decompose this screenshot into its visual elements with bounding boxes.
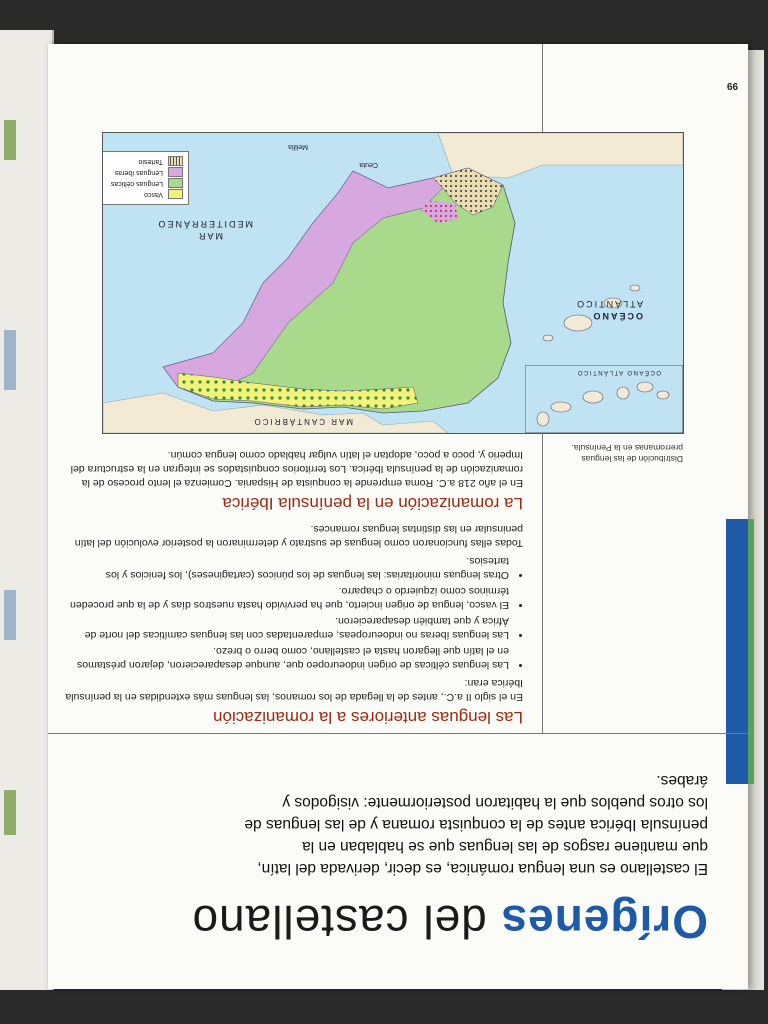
island [583, 391, 603, 403]
legend-swatch-vasco [168, 190, 183, 200]
title-del-castellano: del castellano [191, 896, 487, 948]
page-title [88, 895, 708, 949]
list-item: • Las lenguas íberas no indoeuropeas, emparentadas con las lenguas camíticas del norte de África y que también desaparecieron. [63, 614, 509, 642]
text-column [63, 444, 523, 727]
map-legend [102, 151, 189, 205]
map-caption: Distribución de las lenguas prerromanas en la Península. [571, 443, 683, 464]
island [551, 402, 571, 412]
language-map [102, 132, 684, 434]
label-canarias: OCÉANO ATLÁNTICO [576, 369, 661, 375]
island [637, 382, 653, 392]
left-page-edge [0, 30, 54, 990]
island [543, 335, 553, 341]
legend-row-tartesio [103, 156, 183, 167]
label-mediterraneo-1: MAR [197, 231, 223, 241]
legend-row-iberas [103, 167, 183, 178]
list-item: • Otras lenguas minoritarias: las lenguas de los púnicos (cartagineses), los fenicios y los tartesios. [63, 554, 509, 582]
page-number: 99 [726, 80, 738, 91]
island [537, 412, 549, 426]
legend-label: Vasco [144, 191, 163, 198]
legend-row-vasco [103, 189, 183, 200]
side-tab-blue [726, 519, 748, 784]
list-item: • Las lenguas célticas de origen indoeuropeo que, aunque desaparecieron, dejaron préstamos en el latín que llegaron hasta el castellano, como berro o brezo. [63, 644, 509, 672]
side-tab-green [748, 519, 754, 784]
section1-list [63, 554, 523, 672]
legend-swatch-iberas [168, 168, 183, 178]
label-mediterraneo-2: MEDITERRÁNEO [156, 219, 253, 229]
section1-lead: En el siglo II a.C., antes de la llegada de los romanos, las lenguas más extendidas en la península Ibérica eran: [65, 677, 523, 703]
title-origenes: Orígenes [500, 896, 708, 948]
intro-paragraph: El castellano es una lengua románica, es decir, derivada del latín, que mantiene rasgos de las lenguas que se hablaban en la península Ibérica antes de la conquista romana y de las lenguas de los otros pueblos que la habitaron posteriormente: visigodos y árabes. [244, 772, 708, 877]
horizontal-rule [48, 733, 748, 734]
legend-swatch-tartesio [168, 157, 183, 167]
section2-text: En el año 218 a.C. Roma emprende la conquista de Hispania. Comienza el lento proceso de la romanización de la península Ibérica. Los territorios conquistados se integran en la estructura del Imperio y, poco a poco, adoptan el latín vulgar hablado como lengua común. [70, 449, 523, 489]
island [630, 285, 640, 291]
island [617, 387, 629, 399]
island [564, 315, 592, 331]
label-atlantico-1: OCÉANO [591, 311, 643, 321]
label-melilla: Melilla [288, 143, 308, 150]
label-atlantico-2: ATLÁNTICO [575, 299, 643, 309]
legend-row-celticas [103, 178, 183, 189]
section2-heading: La romanización en la península Ibérica [222, 494, 523, 513]
island [657, 391, 669, 399]
list-item: • El vasco, lengua de origen incierto, que ha pervivido hasta nuestros días y de la que proceden términos como izquierdo o chaparro. [63, 584, 509, 612]
legend-label: Lenguas íberas [114, 169, 163, 176]
book-page [48, 44, 748, 989]
canarias-inset [525, 365, 683, 433]
section1-heading: Las lenguas anteriores a la romanización [213, 708, 523, 727]
legend-label: Tartesio [138, 158, 163, 165]
legend-label: Lenguas célticas [110, 180, 163, 187]
canarias-svg [525, 365, 683, 433]
label-ceuta: Ceuta [359, 161, 378, 168]
legend-swatch-celticas [168, 179, 183, 189]
label-cantabrico: MAR CANTÁBRICO [252, 417, 353, 426]
section1-closing: Todas ellas funcionaron como lenguas de sustrato y determinaron la posterior evolución del latín peninsular en las distintas lenguas romances. [74, 523, 523, 549]
rotated-page-content [48, 44, 748, 989]
